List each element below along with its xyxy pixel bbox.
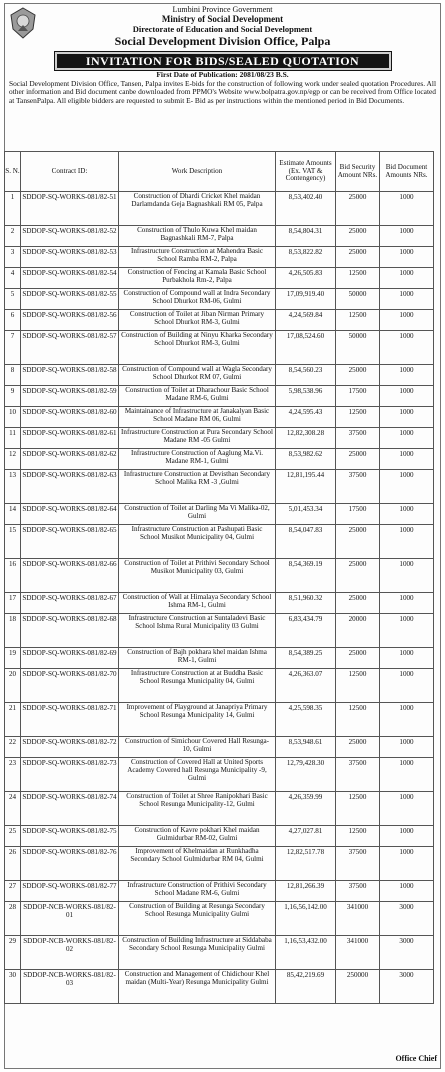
cell-sn: 6 [5, 310, 21, 331]
cell-desc: Construction of Compound wall at Wagla Secondary School Dhurkot RM 07, Gulmi [119, 365, 276, 386]
cell-doc: 1000 [380, 758, 434, 792]
cell-est: 12,82,517.78 [276, 847, 336, 881]
cell-desc: Construction of Toilet at Dharachour Basic School Madane RM-6, Gulmi [119, 386, 276, 407]
cell-doc: 1000 [380, 525, 434, 559]
cell-sec: 12500 [336, 268, 380, 289]
cell-desc: Infrastructure Construction at Mahendra Basic School Ramba RM-2, Palpa [119, 247, 276, 268]
table-row [5, 648, 434, 669]
government-emblem-icon [9, 7, 37, 39]
cell-est: 17,08,524.60 [276, 331, 336, 365]
cell-sec: 17500 [336, 504, 380, 525]
table-body [5, 192, 434, 1004]
cell-desc: Maintainance of Infrastructure at Janakalyan Basic School Madane RM 06, Gulmi [119, 407, 276, 428]
cell-sn: 5 [5, 289, 21, 310]
cell-sec: 37500 [336, 847, 380, 881]
cell-desc: Construction of Toilet at Darling Ma Vi Malika-02, Gulmi [119, 504, 276, 525]
cell-sn: 7 [5, 331, 21, 365]
table-row [5, 365, 434, 386]
cell-id: SDDOP-SQ-WORKS-081/82-59 [21, 386, 119, 407]
cell-est: 8,54,560.23 [276, 365, 336, 386]
table-header-row [5, 152, 434, 192]
table-row [5, 504, 434, 525]
cell-doc: 1000 [380, 407, 434, 428]
cell-desc: Construction of Toilet at Prithivi Secondary School Musikot Municipality 03, Gulmi [119, 559, 276, 593]
cell-doc: 1000 [380, 593, 434, 614]
table-row [5, 936, 434, 970]
cell-desc: Construction of Building at Resunga Secondary School Resunga Municipality Gulmi [119, 902, 276, 936]
bids-table [4, 151, 434, 1004]
cell-desc: Construction of Compound wall at Indra Secondary School Dhurkot RM-06, Gulmi [119, 289, 276, 310]
table-row [5, 449, 434, 470]
table-row [5, 525, 434, 559]
cell-sn: 12 [5, 449, 21, 470]
cell-id: SDDOP-SQ-WORKS-081/82-67 [21, 593, 119, 614]
table-row [5, 593, 434, 614]
table-row [5, 268, 434, 289]
province-name: Lumbini Province Government [172, 5, 273, 14]
cell-id: SDDOP-SQ-WORKS-081/82-73 [21, 758, 119, 792]
cell-doc: 3000 [380, 936, 434, 970]
cell-sn: 14 [5, 504, 21, 525]
cell-doc: 1000 [380, 504, 434, 525]
cell-sn: 13 [5, 470, 21, 504]
cell-est: 8,53,948.61 [276, 737, 336, 758]
cell-sec: 12500 [336, 792, 380, 826]
cell-sn: 9 [5, 386, 21, 407]
cell-est: 12,81,195.44 [276, 470, 336, 504]
cell-id: SDDOP-SQ-WORKS-081/82-56 [21, 310, 119, 331]
cell-id: SDDOP-SQ-WORKS-081/82-57 [21, 331, 119, 365]
cell-sec: 25000 [336, 365, 380, 386]
cell-sec: 12500 [336, 703, 380, 737]
cell-desc: Construction of Bajh pokhara khel maidan Ishma RM-1, Gulmi [119, 648, 276, 669]
cell-desc: Construction of Toilet at Jiban Nirman Primary School Dhurkot RM-3, Gulmi [119, 310, 276, 331]
cell-id: SDDOP-NCB-WORKS-081/82-03 [21, 970, 119, 1004]
table-row [5, 470, 434, 504]
col-header-bid-security: Bid Security Amount NRs. [336, 152, 380, 192]
cell-doc: 1000 [380, 268, 434, 289]
cell-doc: 1000 [380, 365, 434, 386]
cell-id: SDDOP-SQ-WORKS-081/82-71 [21, 703, 119, 737]
cell-est: 8,51,960.32 [276, 593, 336, 614]
col-header-work-description: Work Description [119, 152, 276, 192]
cell-desc: Infrastructure Construction of Prithivi Secondary School Madane RM-6, Gulmi [119, 881, 276, 902]
cell-desc: Infrastructure Construction at Devisthan Secondary School Malika RM -3 ,Gulmi [119, 470, 276, 504]
cell-desc: Construction of Kavre pokhari Khel maidan Gulmidurbar RM-02, Gulmi [119, 826, 276, 847]
notice-header [5, 4, 440, 66]
cell-desc: Construction and Management of Chidichour Khel maidan (Multi-Year) Resunga Municipality Gulmi [119, 970, 276, 1004]
cell-sec: 20000 [336, 614, 380, 648]
cell-desc: Infrastructure Construction at Suntaladevi Basic School Ishma Rural Municipality 03 Gulmi [119, 614, 276, 648]
table-row [5, 703, 434, 737]
ministry-name: Ministry of Social Development [161, 14, 284, 24]
cell-sec: 25000 [336, 525, 380, 559]
office-name: Social Development Division Office, Palpa [114, 34, 331, 48]
table-row [5, 386, 434, 407]
cell-id: SDDOP-NCB-WORKS-081/82-01 [21, 902, 119, 936]
cell-est: 85,42,219.69 [276, 970, 336, 1004]
cell-desc: Construction of Fencing at Kamala Basic School Purbakhola Rm-2, Palpa [119, 268, 276, 289]
table-row [5, 559, 434, 593]
cell-desc: Construction of Simichour Covered Hall Resunga-10, Gulmi [119, 737, 276, 758]
cell-sn: 15 [5, 525, 21, 559]
cell-est: 8,54,389.25 [276, 648, 336, 669]
cell-sn: 1 [5, 192, 21, 226]
directorate-name: Directorate of Education and Social Development [132, 24, 313, 34]
cell-sec: 25000 [336, 247, 380, 268]
cell-doc: 1000 [380, 449, 434, 470]
cell-doc: 1000 [380, 428, 434, 449]
cell-sn: 28 [5, 902, 21, 936]
cell-id: SDDOP-SQ-WORKS-081/82-65 [21, 525, 119, 559]
cell-sec: 25000 [336, 192, 380, 226]
table-row [5, 310, 434, 331]
cell-doc: 1000 [380, 826, 434, 847]
publication-date: First Date of Publication: 2081/08/23 B.S. [156, 70, 289, 79]
cell-est: 4,26,359.99 [276, 792, 336, 826]
cell-est: 1,16,56,142.00 [276, 902, 336, 936]
cell-est: 4,24,595.43 [276, 407, 336, 428]
cell-sn: 2 [5, 226, 21, 247]
cell-sn: 30 [5, 970, 21, 1004]
cell-id: SDDOP-SQ-WORKS-081/82-58 [21, 365, 119, 386]
table-row [5, 614, 434, 648]
cell-doc: 1000 [380, 847, 434, 881]
cell-doc: 3000 [380, 970, 434, 1004]
cell-doc: 1000 [380, 669, 434, 703]
cell-sn: 23 [5, 758, 21, 792]
cell-sec: 50000 [336, 289, 380, 310]
cell-est: 5,01,453.34 [276, 504, 336, 525]
cell-sn: 11 [5, 428, 21, 449]
cell-doc: 1000 [380, 289, 434, 310]
cell-id: SDDOP-SQ-WORKS-081/82-74 [21, 792, 119, 826]
table-row [5, 226, 434, 247]
cell-est: 5,98,538.96 [276, 386, 336, 407]
cell-sn: 17 [5, 593, 21, 614]
cell-est: 1,16,53,432.00 [276, 936, 336, 970]
cell-sn: 4 [5, 268, 21, 289]
cell-est: 4,27,027.81 [276, 826, 336, 847]
cell-sec: 12500 [336, 826, 380, 847]
col-header-estimate-amount: Estimate Amounts (Ex. VAT & Contengency) [276, 152, 336, 192]
cell-id: SDDOP-SQ-WORKS-081/82-52 [21, 226, 119, 247]
cell-id: SDDOP-SQ-WORKS-081/82-61 [21, 428, 119, 449]
cell-id: SDDOP-SQ-WORKS-081/82-54 [21, 268, 119, 289]
cell-est: 4,25,598.35 [276, 703, 336, 737]
cell-sec: 25000 [336, 559, 380, 593]
cell-doc: 1000 [380, 192, 434, 226]
cell-id: SDDOP-SQ-WORKS-081/82-63 [21, 470, 119, 504]
cell-desc: Construction of Dhardi Cricket Khel maidan Darlamdanda Geja Bagnashkali RM 05, Palpa [119, 192, 276, 226]
cell-desc: Improvement of Playground at Janapriya Primary School Resunga Municipality 14, Gulmi [119, 703, 276, 737]
cell-doc: 1000 [380, 737, 434, 758]
cell-sec: 25000 [336, 593, 380, 614]
cell-sec: 17500 [336, 386, 380, 407]
cell-doc: 1000 [380, 881, 434, 902]
cell-doc: 1000 [380, 648, 434, 669]
cell-id: SDDOP-SQ-WORKS-081/82-53 [21, 247, 119, 268]
cell-id: SDDOP-SQ-WORKS-081/82-77 [21, 881, 119, 902]
cell-est: 12,81,266.39 [276, 881, 336, 902]
cell-sn: 18 [5, 614, 21, 648]
cell-sec: 37500 [336, 428, 380, 449]
cell-doc: 1000 [380, 226, 434, 247]
cell-doc: 1000 [380, 386, 434, 407]
cell-sn: 16 [5, 559, 21, 593]
table-row [5, 428, 434, 449]
cell-est: 4,26,363.07 [276, 669, 336, 703]
cell-id: SDDOP-SQ-WORKS-081/82-60 [21, 407, 119, 428]
table-row [5, 826, 434, 847]
table-row [5, 331, 434, 365]
cell-id: SDDOP-SQ-WORKS-081/82-62 [21, 449, 119, 470]
col-header-bid-document: Bid Document Amounts NRs. [380, 152, 434, 192]
intro-paragraph: Social Development Division Office, Tansen, Palpa invites E-bids for the construction of following work under sealed quotation Procedures. All other information and Bid document canbe downloaded from PPMO's Website www.bolpatra.gov.np/egp or can be received from Office located at TansenPalpa. All eligible bidders are requested to submit E- Bid as per instructions within the mentioned period in Bid Documents. [9, 80, 436, 105]
table-row [5, 192, 434, 226]
cell-sec: 12500 [336, 310, 380, 331]
cell-desc: Construction of Covered Hall at United Sports Academy Covered hall Resunga Municipality -9, Gulmi [119, 758, 276, 792]
cell-desc: Infrastructure Construction at at Buddha Basic School Resunga Municipality 04, Gulmi [119, 669, 276, 703]
cell-sn: 24 [5, 792, 21, 826]
cell-sn: 27 [5, 881, 21, 902]
table-row [5, 758, 434, 792]
cell-id: SDDOP-SQ-WORKS-081/82-69 [21, 648, 119, 669]
cell-sec: 25000 [336, 648, 380, 669]
cell-doc: 1000 [380, 470, 434, 504]
cell-est: 8,53,402.40 [276, 192, 336, 226]
cell-id: SDDOP-SQ-WORKS-081/82-70 [21, 669, 119, 703]
cell-sec: 25000 [336, 449, 380, 470]
cell-desc: Improvement of Khelmaidan at Runkhadha Secondary School Gulmidurbar RM 04, Gulmi [119, 847, 276, 881]
cell-sn: 10 [5, 407, 21, 428]
signature-label: Office Chief [395, 1054, 437, 1063]
cell-desc: Construction of Building at Ninyu Kharka Secondary School Dhurkot RM-3, Gulmi [119, 331, 276, 365]
cell-sec: 341000 [336, 936, 380, 970]
table-row [5, 247, 434, 268]
cell-id: SDDOP-SQ-WORKS-081/82-64 [21, 504, 119, 525]
cell-doc: 1000 [380, 247, 434, 268]
cell-id: SDDOP-NCB-WORKS-081/82-02 [21, 936, 119, 970]
cell-est: 8,53,822.82 [276, 247, 336, 268]
cell-doc: 1000 [380, 703, 434, 737]
cell-id: SDDOP-SQ-WORKS-081/82-66 [21, 559, 119, 593]
cell-desc: Infrastructure Construction at Pura Secondary School Madane RM -05 Gulmi [119, 428, 276, 449]
table-row [5, 669, 434, 703]
cell-sn: 3 [5, 247, 21, 268]
cell-sec: 12500 [336, 669, 380, 703]
cell-desc: Infrastructure Construction of Aaglung Ma.Vi. Madane RM-1, Gulmi [119, 449, 276, 470]
cell-sn: 19 [5, 648, 21, 669]
cell-doc: 3000 [380, 902, 434, 936]
cell-est: 12,79,428.30 [276, 758, 336, 792]
cell-sn: 25 [5, 826, 21, 847]
cell-doc: 1000 [380, 614, 434, 648]
cell-sec: 37500 [336, 758, 380, 792]
cell-sec: 341000 [336, 902, 380, 936]
cell-sec: 25000 [336, 737, 380, 758]
col-header-contract-id: Contract ID: [21, 152, 119, 192]
table-row [5, 737, 434, 758]
cell-desc: Construction of Thulo Kuwa Khel maidan Bagnashkali RM-7, Palpa [119, 226, 276, 247]
table-row [5, 881, 434, 902]
cell-est: 8,54,804.31 [276, 226, 336, 247]
cell-sec: 37500 [336, 470, 380, 504]
cell-sec: 25000 [336, 226, 380, 247]
cell-sn: 20 [5, 669, 21, 703]
cell-doc: 1000 [380, 310, 434, 331]
cell-desc: Construction of Building Infrastructure at Siddababa Secondary School Resunga Municipality Gulmi [119, 936, 276, 970]
cell-id: SDDOP-SQ-WORKS-081/82-68 [21, 614, 119, 648]
cell-est: 8,54,369.19 [276, 559, 336, 593]
cell-id: SDDOP-SQ-WORKS-081/82-55 [21, 289, 119, 310]
table-row [5, 407, 434, 428]
cell-doc: 1000 [380, 559, 434, 593]
cell-est: 12,82,308.28 [276, 428, 336, 449]
cell-doc: 1000 [380, 792, 434, 826]
cell-id: SDDOP-SQ-WORKS-081/82-51 [21, 192, 119, 226]
cell-est: 6,83,434.79 [276, 614, 336, 648]
cell-id: SDDOP-SQ-WORKS-081/82-75 [21, 826, 119, 847]
table-row [5, 847, 434, 881]
cell-sec: 12500 [336, 407, 380, 428]
cell-est: 17,09,919.40 [276, 289, 336, 310]
cell-est: 4,26,505.83 [276, 268, 336, 289]
cell-sec: 50000 [336, 331, 380, 365]
cell-sec: 37500 [336, 881, 380, 902]
cell-id: SDDOP-SQ-WORKS-081/82-76 [21, 847, 119, 881]
table-row [5, 792, 434, 826]
cell-id: SDDOP-SQ-WORKS-081/82-72 [21, 737, 119, 758]
col-header-sn: S. N. [5, 152, 21, 192]
cell-sn: 21 [5, 703, 21, 737]
cell-est: 4,24,569.84 [276, 310, 336, 331]
table-row [5, 970, 434, 1004]
cell-desc: Construction of Toilet at Shree Ranipokhari Basic School Resunga Municipality-12, Gulmi [119, 792, 276, 826]
cell-est: 8,54,047.83 [276, 525, 336, 559]
cell-doc: 1000 [380, 331, 434, 365]
notice-banner: INVITATION FOR BIDS/SEALED QUOTATION [55, 52, 391, 70]
cell-sec: 250000 [336, 970, 380, 1004]
table-row [5, 289, 434, 310]
cell-desc: Construction of Wall at Himalaya Secondary School Ishma RM-1, Gulmi [119, 593, 276, 614]
cell-est: 8,53,982.62 [276, 449, 336, 470]
cell-sn: 29 [5, 936, 21, 970]
cell-desc: Infrastructure Construction at Pashupati Basic School Musikot Municipality 04, Gulmi [119, 525, 276, 559]
cell-sn: 8 [5, 365, 21, 386]
table-row [5, 902, 434, 936]
cell-sn: 22 [5, 737, 21, 758]
cell-sn: 26 [5, 847, 21, 881]
